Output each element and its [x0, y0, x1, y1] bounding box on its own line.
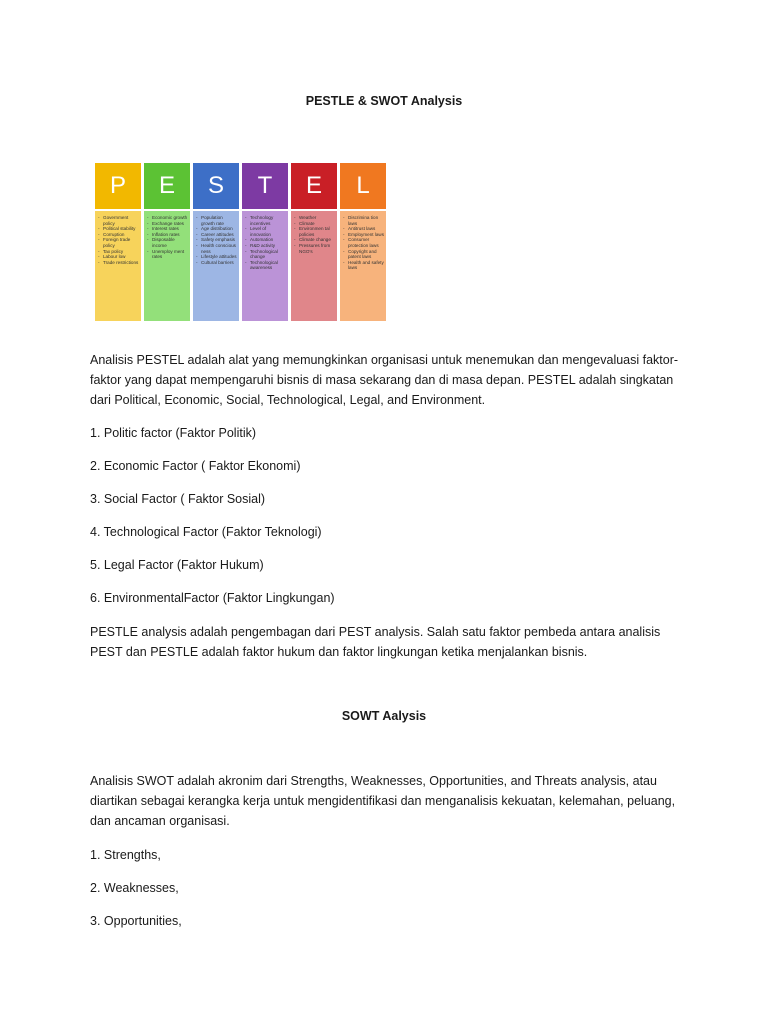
pestel-letter-environmental: E: [291, 163, 337, 209]
pestel-item: - R&D activity: [245, 243, 286, 249]
pestel-column-political: [95, 163, 141, 321]
pestel-item: - Environmen tal policies: [294, 226, 335, 237]
pestel-item: - Antitrust laws: [343, 226, 384, 232]
pestel-item: - Automation: [245, 237, 286, 243]
pestel-item: - Exchange rates: [147, 221, 188, 227]
pestel-item: - Foreign trade policy: [98, 237, 139, 248]
pestel-item: - Cultural barriers: [196, 260, 237, 266]
pestel-column-economic: [144, 163, 190, 321]
pestel-item: - Government policy: [98, 215, 139, 226]
factor-item-2: 2. Economic Factor ( Faktor Ekonomi): [90, 459, 301, 473]
pestle-note-paragraph: PESTLE analysis adalah pengembagan dari PEST analysis. Salah satu faktor pembeda antara analisis PEST dan PESTLE adalah faktor hukum dan faktor lingkungan ketika menjalankan bisnis.: [90, 625, 661, 659]
pestel-item: - Unemploy ment rates: [147, 249, 188, 260]
page-title: PESTLE & SWOT Analysis: [305, 94, 463, 108]
pestel-items-social: [193, 211, 239, 321]
swot-intro-paragraph: Analisis SWOT adalah akronim dari Strengths, Weaknesses, Opportunities, and Threats analysis, atau diartikan sebagai kerangka kerja untuk mengidentifikasi dan menganalisis kekuatan, kelemahan, peluang, dan ancaman organisasi.: [90, 774, 676, 828]
pestel-item: - Weather: [294, 215, 335, 221]
pestel-item: - Climate change: [294, 237, 335, 243]
pestel-letter-legal: L: [340, 163, 386, 209]
pestel-item: - Copyright and patent laws: [343, 249, 384, 260]
pestel-item: - Age distribution: [196, 226, 237, 232]
factor-item-6: 6. EnvironmentalFactor (Faktor Lingkungan): [90, 591, 335, 605]
pestel-graphic: [95, 163, 386, 321]
pestel-items-environmental: [291, 211, 337, 321]
pestel-item: - Career attitudes: [196, 232, 237, 238]
pestel-item: - Lifestyle attitudes: [196, 254, 237, 260]
pestel-items-economic: [144, 211, 190, 321]
pestel-item: - Trade restrictions: [98, 260, 139, 266]
pestel-item: - Health and safety laws: [343, 260, 384, 271]
pestel-column-social: [193, 163, 239, 321]
pestel-item: - Employment laws: [343, 232, 384, 238]
pestel-item: - Technological awareness: [245, 260, 286, 271]
pestel-item: - Technological change: [245, 249, 286, 260]
pestel-column-legal: [340, 163, 386, 321]
pestel-column-technological: [242, 163, 288, 321]
pestel-item: - Population growth rate: [196, 215, 237, 226]
pestel-items-technological: [242, 211, 288, 321]
pestel-letter-political: P: [95, 163, 141, 209]
pestel-letter-social: S: [193, 163, 239, 209]
pestel-item: - Labour low: [98, 254, 139, 260]
pestel-item: - Economic growth: [147, 215, 188, 221]
swot-item-3: 3. Opportunities,: [90, 914, 182, 928]
swot-heading: SOWT Aalysis: [341, 709, 427, 723]
pestel-letter-economic: E: [144, 163, 190, 209]
pestel-item: - Tax policy: [98, 249, 139, 255]
pestel-item: - Discrimina tion laws: [343, 215, 384, 226]
pestel-intro-paragraph: Analisis PESTEL adalah alat yang memungkinkan organisasi untuk menemukan dan mengevaluasi faktor-faktor yang dapat mempengaruhi bisnis di masa sekarang dan di masa depan. PESTEL adalah singkatan dari Political, Economic, Social, Technological, Legal, and Environment.: [90, 353, 679, 407]
factor-item-1: 1. Politic factor (Faktor Politik): [90, 426, 257, 440]
swot-item-2: 2. Weaknesses,: [90, 881, 179, 895]
pestel-item: - Level of innovation: [245, 226, 286, 237]
pestel-item: - Inflation rates: [147, 232, 188, 238]
pestel-items-legal: [340, 211, 386, 321]
pestel-item: - Disposable income: [147, 237, 188, 248]
pestel-item: - Consumer protection laws: [343, 237, 384, 248]
pestel-item: - Safety emphasis: [196, 237, 237, 243]
swot-item-1: 1. Strengths,: [90, 848, 161, 862]
factor-item-3: 3. Social Factor ( Faktor Sosial): [90, 492, 266, 506]
pestel-items-political: [95, 211, 141, 321]
pestel-item: - Climate: [294, 221, 335, 227]
factor-item-5: 5. Legal Factor (Faktor Hukum): [90, 558, 264, 572]
factor-item-4: 4. Technological Factor (Faktor Teknologi): [90, 525, 322, 539]
pestel-item: - Technology incentives: [245, 215, 286, 226]
pestel-item: - Political stability: [98, 226, 139, 232]
pestel-item: - Interest rates: [147, 226, 188, 232]
pestel-item: - Health conscious ness: [196, 243, 237, 254]
pestel-letter-technological: T: [242, 163, 288, 209]
pestel-column-environmental: [291, 163, 337, 321]
pestel-item: - Corruption: [98, 232, 139, 238]
pestel-item: - Pressures from NGO's: [294, 243, 335, 254]
